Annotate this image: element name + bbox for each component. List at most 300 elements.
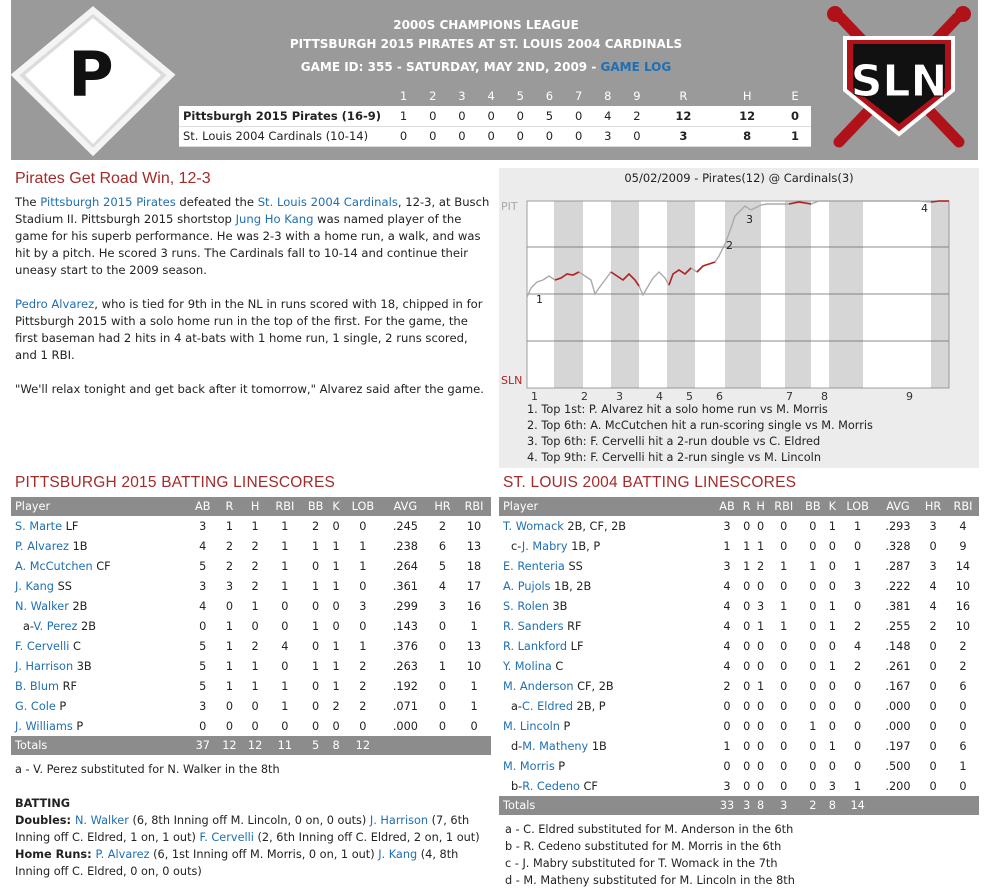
player-link-f-cervelli[interactable]: F. Cervelli: [15, 639, 70, 653]
player-position: CF: [92, 559, 111, 573]
stat-cell: 1: [225, 519, 234, 533]
game-log-link[interactable]: GAME LOG: [600, 60, 672, 74]
inning-runs: 0: [506, 106, 535, 126]
stat-cell: 0: [929, 539, 937, 553]
player-link-m-anderson[interactable]: M. Anderson: [503, 679, 574, 693]
player-position: 3B: [548, 599, 568, 613]
batting-header-row: [11, 497, 491, 516]
stat-cell: 4: [959, 519, 967, 533]
player-link-f-cervelli[interactable]: F. Cervelli: [199, 831, 254, 844]
stat-cell: 0: [929, 639, 937, 653]
stat-cell: 0: [312, 699, 320, 713]
player-cell: [11, 576, 189, 596]
total-runs: 12: [652, 106, 716, 126]
stat-cell: .500: [885, 759, 911, 773]
svg-text:SLN: SLN: [850, 56, 948, 107]
stat-cell: 0: [809, 539, 817, 553]
stat-cell: 0: [756, 739, 765, 753]
batting-row: [499, 556, 979, 576]
stat-cell: 0: [780, 719, 788, 733]
column-header: K: [826, 497, 839, 516]
player-link-r-sanders[interactable]: R. Sanders: [503, 619, 564, 633]
inning-band: [667, 201, 695, 388]
batting-row: [499, 596, 979, 616]
stat-cell: 16: [955, 599, 971, 613]
player-cell: [499, 676, 714, 696]
player-link-m-lincoln[interactable]: M. Lincoln: [503, 719, 560, 733]
play-marker: 1: [536, 293, 543, 306]
player-position: P: [554, 759, 566, 773]
stat-cell: 4: [929, 599, 937, 613]
doubles-line: [15, 812, 490, 846]
stat-cell: 0: [929, 759, 937, 773]
player-link-g-cole[interactable]: G. Cole: [15, 699, 56, 713]
sub-prefix: a-: [511, 699, 522, 713]
stat-cell: 0: [929, 699, 937, 713]
stat-cell: 0: [251, 619, 259, 633]
player-position: 1B, 2B: [550, 579, 592, 593]
player-position: 3B: [73, 659, 92, 673]
stat-cell: 3: [199, 519, 207, 533]
stat-cell: 0: [743, 699, 751, 713]
total-cell: 3: [768, 796, 800, 815]
player-link-j-harrison[interactable]: J. Harrison: [369, 814, 429, 827]
player-cell: [499, 716, 714, 736]
batting-row: [11, 576, 491, 596]
stat-cell: 0: [780, 659, 788, 673]
stat-cell: 0: [359, 519, 367, 533]
stat-cell: 0: [828, 679, 836, 693]
stat-cell: 1: [743, 539, 751, 553]
stat-cell: 0: [854, 599, 862, 613]
stat-cell: 1: [332, 639, 340, 653]
home-runs-line: [15, 846, 490, 880]
batting-row: [499, 676, 979, 696]
stat-cell: .293: [885, 519, 911, 533]
win-probability-plot: [499, 168, 979, 408]
stat-cell: 5: [199, 679, 207, 693]
player-position: RF: [563, 619, 582, 633]
column-header: RBI: [768, 497, 800, 516]
stat-cell: 10: [955, 579, 971, 593]
player-position: CF: [579, 779, 598, 793]
stat-cell: .192: [392, 679, 418, 693]
stat-cell: 0: [854, 739, 862, 753]
inning-label: 3: [616, 390, 623, 403]
player-position: 1B: [69, 539, 88, 553]
stat-cell: 0: [780, 539, 788, 553]
note-detail: (2, 6th Inning off C. Eldred, 2 on, 1 out): [253, 831, 480, 844]
chart-note: 3. Top 6th: F. Cervelli hit a 2-run double vs C. Eldred: [527, 435, 821, 448]
total-hits: 8: [715, 126, 779, 146]
stat-cell: 4: [723, 659, 731, 673]
stat-cell: 0: [809, 519, 817, 533]
stat-cell: 1: [251, 659, 259, 673]
inning-label: 6: [716, 390, 723, 403]
player-link-e-renteria[interactable]: E. Renteria: [503, 559, 565, 573]
stat-cell: .197: [885, 739, 911, 753]
stat-cell: 2: [359, 699, 367, 713]
column-header: BB: [302, 497, 330, 516]
player-cell: [11, 516, 189, 536]
column-header: HR: [428, 497, 457, 516]
total-cell: 8: [753, 796, 767, 815]
linescore-col-header: 9: [633, 89, 641, 103]
note-detail: (4, 8th Inning off C. Eldred, 0 on, 0 outs): [15, 848, 459, 878]
player-link-y-molina[interactable]: Y. Molina: [503, 659, 552, 673]
stat-cell: 1: [438, 659, 447, 673]
inning-runs: 0: [389, 126, 418, 146]
stat-cell: 1: [225, 619, 234, 633]
stat-cell: 0: [225, 599, 234, 613]
stat-cell: .238: [392, 539, 418, 553]
stat-cell: 0: [780, 519, 788, 533]
player-position: SS: [53, 579, 72, 593]
column-header: AB: [714, 497, 740, 516]
stat-cell: 1: [470, 679, 478, 693]
stat-cell: 1: [225, 659, 234, 673]
batting-row: [499, 616, 979, 636]
sub-prefix: c-: [511, 539, 522, 553]
pit-batting-table: [11, 497, 491, 755]
stat-cell: 0: [780, 779, 788, 793]
stl-batting-title: ST. LOUIS 2004 BATTING LINESCORES: [503, 474, 797, 491]
total-errors: 1: [779, 126, 811, 146]
player-link-v-perez[interactable]: V. Perez: [33, 619, 78, 633]
stat-cell: 0: [756, 779, 765, 793]
column-header: LOB: [839, 497, 877, 516]
player-link-m-matheny[interactable]: M. Matheny: [522, 739, 589, 753]
player-cell: [499, 756, 714, 776]
player-link-m-morris[interactable]: M. Morris: [503, 759, 555, 773]
player-link-p-alvarez[interactable]: P. Alvarez: [95, 848, 150, 861]
stat-cell: .167: [885, 679, 911, 693]
total-cell: 12: [343, 736, 383, 755]
inning-runs: 0: [418, 126, 447, 146]
column-header: AB: [189, 497, 217, 516]
stat-cell: 0: [743, 579, 751, 593]
sub-prefix: b-: [511, 779, 523, 793]
stat-cell: 0: [809, 759, 817, 773]
player-position: SS: [564, 559, 583, 573]
stat-cell: 3: [723, 779, 731, 793]
story-quote: "We'll relax tonight and get back after it tomorrow," Alvarez said after the game.: [15, 382, 484, 396]
chart-title: 05/02/2009 - Pirates(12) @ Cardinals(3): [624, 171, 854, 185]
player-cell: [11, 696, 189, 716]
stat-cell: 0: [756, 719, 765, 733]
player-cell: [11, 636, 189, 656]
stl-batting-table: [499, 497, 979, 815]
player-link-j-harrison[interactable]: J. Harrison: [15, 659, 74, 673]
stat-cell: 0: [438, 679, 447, 693]
stat-cell: 1: [332, 579, 340, 593]
column-header: HR: [919, 497, 947, 516]
stat-cell: 5: [199, 659, 207, 673]
linescore-team: St. Louis 2004 Cardinals (10-14): [179, 126, 389, 146]
player-cell: [499, 776, 714, 796]
stat-cell: 0: [828, 719, 836, 733]
column-header: Player: [11, 497, 189, 516]
inning-runs: 0: [506, 126, 535, 146]
player-cell: [11, 536, 189, 556]
stat-cell: 0: [780, 579, 788, 593]
column-header: BB: [800, 497, 826, 516]
stat-cell: 1: [281, 579, 289, 593]
player-link-j-kang[interactable]: J. Kang: [15, 579, 54, 593]
batting-heading: BATTING: [15, 797, 71, 810]
player-link-b-blum[interactable]: B. Blum: [15, 679, 59, 693]
stat-cell: 0: [225, 699, 234, 713]
stat-cell: 1: [251, 679, 259, 693]
total-cell: [877, 796, 920, 815]
stat-cell: 0: [756, 759, 765, 773]
stat-cell: 17: [466, 579, 482, 593]
stat-cell: 3: [756, 599, 765, 613]
inning-runs: 0: [477, 126, 506, 146]
link-pedro-alvarez[interactable]: Pedro Alvarez: [15, 297, 95, 311]
player-link-j-mabry[interactable]: J. Mabry: [521, 539, 568, 553]
stat-cell: 2: [332, 699, 340, 713]
stat-cell: 4: [723, 619, 731, 633]
stat-cell: 0: [332, 599, 340, 613]
inning-runs: 4: [593, 106, 622, 126]
linescore-col-header: 7: [574, 89, 583, 103]
player-cell: [499, 596, 714, 616]
player-position: CF, 2B: [573, 679, 614, 693]
inning-label: 1: [531, 390, 538, 403]
cardinals-logo: [819, 4, 979, 154]
stat-cell: 0: [743, 719, 751, 733]
total-cell: 33: [714, 796, 740, 815]
stat-cell: 1: [959, 759, 967, 773]
stat-cell: 1: [756, 619, 765, 633]
stat-cell: 0: [828, 759, 836, 773]
column-header: R: [217, 497, 243, 516]
inning-band: [583, 201, 611, 388]
batting-row: [11, 556, 491, 576]
game-info: [211, 60, 761, 74]
stat-cell: 1: [312, 619, 320, 633]
player-position: P: [55, 699, 67, 713]
stat-cell: 0: [809, 639, 817, 653]
player-position: 2B: [77, 619, 96, 633]
stat-cell: 0: [359, 719, 367, 733]
stat-cell: .148: [885, 639, 911, 653]
totals-row: [11, 736, 491, 755]
stat-cell: 4: [199, 539, 207, 553]
inning-runs: 5: [535, 106, 564, 126]
stat-cell: 0: [959, 779, 967, 793]
linescore-row: [179, 106, 811, 126]
stat-cell: 0: [854, 719, 862, 733]
stat-cell: 4: [723, 579, 731, 593]
column-header: AVG: [877, 497, 920, 516]
stat-cell: 0: [756, 659, 765, 673]
stat-cell: .361: [392, 579, 418, 593]
stat-cell: 1: [251, 519, 259, 533]
column-header: K: [329, 497, 342, 516]
stat-cell: 2: [359, 679, 367, 693]
player-link-n-walker[interactable]: N. Walker: [74, 814, 129, 827]
stat-cell: .222: [885, 579, 911, 593]
stat-cell: 0: [809, 779, 817, 793]
stat-cell: 2: [959, 659, 967, 673]
stat-cell: 9: [959, 539, 967, 553]
stat-cell: 1: [854, 559, 862, 573]
stat-cell: 6: [438, 539, 447, 553]
stat-cell: 0: [780, 679, 788, 693]
stat-cell: 10: [466, 659, 482, 673]
stat-cell: 0: [281, 719, 289, 733]
stat-cell: .299: [392, 599, 418, 613]
total-hits: 12: [715, 106, 779, 126]
stat-cell: 0: [780, 739, 788, 753]
stat-cell: 1: [828, 519, 836, 533]
stat-cell: 0: [809, 739, 817, 753]
stat-cell: 3: [929, 559, 937, 573]
stat-cell: 4: [929, 579, 937, 593]
inning-band: [761, 201, 785, 388]
stat-cell: 3: [225, 579, 234, 593]
stat-cell: 0: [332, 719, 340, 733]
batting-row: [11, 676, 491, 696]
story-title: Pirates Get Road Win, 12-3: [15, 170, 211, 187]
player-cell: [499, 576, 714, 596]
inning-band: [611, 201, 639, 388]
stat-cell: 0: [251, 699, 259, 713]
stat-cell: .000: [885, 719, 911, 733]
player-link-r-lankford[interactable]: R. Lankford: [503, 639, 568, 653]
substitution-note: a - C. Eldred substituted for M. Anderson in the 6th: [505, 823, 794, 836]
total-cell: 8: [826, 796, 839, 815]
stat-cell: 0: [929, 659, 937, 673]
player-position: P: [72, 719, 84, 733]
stat-cell: 0: [809, 679, 817, 693]
total-cell: [947, 796, 979, 815]
note-label: Doubles:: [15, 814, 75, 827]
play-marker: 4: [921, 202, 928, 215]
stat-cell: 0: [756, 699, 765, 713]
stat-cell: 1: [743, 559, 751, 573]
link-pirates[interactable]: Pittsburgh 2015 Pirates: [40, 195, 176, 209]
stat-cell: 0: [780, 639, 788, 653]
stat-cell: 1: [312, 659, 320, 673]
inning-runs: 0: [447, 106, 476, 126]
stat-cell: .143: [392, 619, 418, 633]
matchup-title: PITTSBURGH 2015 PIRATES AT ST. LOUIS 2004 CARDINALS: [289, 37, 683, 51]
stat-cell: 4: [723, 639, 731, 653]
stat-cell: 1: [359, 559, 367, 573]
total-cell: [919, 796, 947, 815]
stat-cell: .245: [392, 519, 418, 533]
player-link-j-williams[interactable]: J. Williams: [15, 719, 73, 733]
stat-cell: 2: [251, 559, 259, 573]
inning-runs: 0: [535, 126, 564, 146]
total-cell: 14: [839, 796, 877, 815]
linescore-col-header: 6: [545, 89, 554, 103]
stat-cell: 3: [828, 779, 836, 793]
player-cell: [499, 536, 714, 556]
player-position: 2B: [68, 599, 88, 613]
stat-cell: 0: [225, 719, 234, 733]
play-marker: 3: [746, 213, 753, 226]
stat-cell: 18: [466, 559, 482, 573]
player-position: 2B, CF, 2B: [563, 519, 627, 533]
stat-cell: 5: [199, 639, 207, 653]
stat-cell: 0: [809, 579, 817, 593]
stat-cell: 0: [281, 619, 289, 633]
note-label: Home Runs:: [15, 848, 96, 861]
stat-cell: 0: [929, 719, 937, 733]
stat-cell: 0: [828, 559, 836, 573]
stat-cell: 2: [854, 619, 862, 633]
total-cell: 2: [800, 796, 826, 815]
batting-row: [499, 716, 979, 736]
link-cardinals[interactable]: St. Louis 2004 Cardinals: [257, 195, 398, 209]
stat-cell: 1: [225, 679, 234, 693]
svg-text:P: P: [68, 38, 114, 111]
totals-row: [499, 796, 979, 815]
stat-cell: 0: [959, 699, 967, 713]
player-link-c-eldred[interactable]: C. Eldred: [522, 699, 574, 713]
player-link-s-marte[interactable]: S. Marte: [15, 519, 63, 533]
stat-cell: 0: [780, 699, 788, 713]
stat-cell: 1: [828, 599, 836, 613]
stat-cell: 0: [828, 539, 836, 553]
batting-row: [499, 696, 979, 716]
player-link-p-alvarez[interactable]: P. Alvarez: [15, 539, 69, 553]
stat-cell: .255: [885, 619, 911, 633]
stat-cell: 3: [723, 519, 731, 533]
stat-cell: .328: [885, 539, 911, 553]
player-link-t-womack[interactable]: T. Womack: [503, 519, 564, 533]
stat-cell: 0: [743, 739, 751, 753]
stat-cell: 1: [332, 539, 340, 553]
stat-cell: .263: [392, 659, 418, 673]
stat-cell: 2: [251, 639, 259, 653]
link-jung-ho-kang[interactable]: Jung Ho Kang: [235, 212, 314, 226]
chart-note: 4. Top 9th: F. Cervelli hit a 2-run single vs M. Lincoln: [527, 451, 821, 464]
stat-cell: 5: [199, 559, 207, 573]
player-cell: [499, 556, 714, 576]
stat-cell: 1: [780, 599, 788, 613]
chart-note: 1. Top 1st: P. Alvarez hit a solo home run vs M. Morris: [527, 403, 828, 416]
stat-cell: .264: [392, 559, 418, 573]
stat-cell: 4: [199, 599, 207, 613]
stat-cell: 0: [312, 599, 320, 613]
game-header: [11, 0, 978, 160]
total-cell: 11: [268, 736, 302, 755]
total-errors: 0: [779, 106, 811, 126]
win-probability-chart: [499, 168, 979, 468]
stat-cell: 0: [723, 719, 731, 733]
player-position: RF: [59, 679, 77, 693]
total-cell: 8: [329, 736, 342, 755]
player-link-j-kang[interactable]: J. Kang: [378, 848, 418, 861]
stat-cell: 4: [281, 639, 289, 653]
player-link-a-mccutchen[interactable]: A. McCutchen: [15, 559, 93, 573]
stat-cell: 0: [756, 579, 765, 593]
stat-cell: 0: [743, 659, 751, 673]
player-link-n-walker[interactable]: N. Walker: [15, 599, 69, 613]
player-link-r-cedeno[interactable]: R. Cedeno: [522, 779, 580, 793]
stat-cell: 1: [225, 639, 234, 653]
stat-cell: 1: [828, 739, 836, 753]
total-cell: 12: [242, 736, 268, 755]
stat-cell: 4: [438, 579, 447, 593]
player-link-s-rolen[interactable]: S. Rolen: [503, 599, 549, 613]
player-link-a-pujols[interactable]: A. Pujols: [503, 579, 551, 593]
